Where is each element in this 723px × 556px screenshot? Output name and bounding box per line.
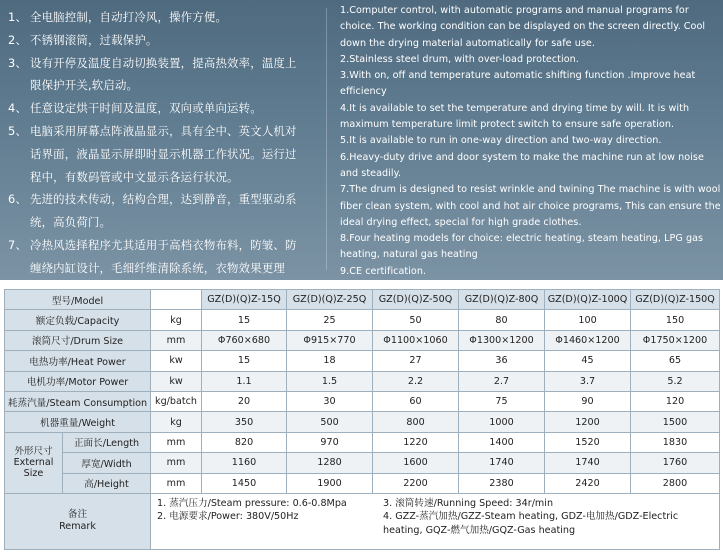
spec-value: Φ1750×1200 bbox=[631, 330, 720, 350]
spec-row bbox=[5, 371, 720, 391]
external-size-value: 2200 bbox=[373, 473, 459, 493]
spec-value: 18 bbox=[287, 351, 373, 371]
spec-label: 滚筒尺寸/Drum Size bbox=[5, 330, 151, 350]
external-size-row bbox=[5, 473, 720, 493]
external-size-value: 1740 bbox=[545, 453, 631, 473]
remark-note: 3. 滚筒转速/Running Speed: 34r/min bbox=[383, 497, 554, 509]
model-name: GZ(D)(Q)Z-50Q bbox=[373, 290, 459, 310]
feature-en-item: 5.It is available to run in one-way direction and two-way direction. bbox=[340, 135, 662, 147]
spec-value: 60 bbox=[373, 391, 459, 411]
model-name: GZ(D)(Q)Z-15Q bbox=[202, 290, 287, 310]
external-size-value: 1830 bbox=[631, 432, 720, 452]
model-header-row bbox=[5, 290, 720, 310]
external-size-unit: mm bbox=[151, 453, 202, 473]
spec-unit: kg bbox=[151, 310, 202, 330]
spec-value: 3.7 bbox=[545, 371, 631, 391]
external-size-value: 820 bbox=[202, 432, 287, 452]
feature-cn-item bbox=[8, 188, 308, 234]
spec-label: 耗蒸汽量/Steam Consumption bbox=[5, 391, 151, 411]
spec-value: 25 bbox=[287, 310, 373, 330]
spec-value: 500 bbox=[287, 412, 373, 432]
external-size-value: 1760 bbox=[631, 453, 720, 473]
remark-note: 4. GZZ-蒸汽加热/GZZ-Steam heating, GDZ-电加热/GDZ-Electric heating, GQZ-燃气加热/GQZ-Gas heating bbox=[383, 511, 679, 536]
spec-table bbox=[4, 289, 720, 550]
spec-value: 800 bbox=[373, 412, 459, 432]
spec-row bbox=[5, 330, 720, 350]
external-size-row bbox=[5, 453, 720, 473]
features-chinese bbox=[8, 6, 308, 280]
feature-cn-text: 冷热风选择程序尤其适用于高档衣物布料，防皱、防缠绕内缸设计，毛细纤维清除系统，衣物效果更理 bbox=[30, 237, 297, 275]
model-name: GZ(D)(Q)Z-25Q bbox=[287, 290, 373, 310]
spec-value: Φ1300×1200 bbox=[459, 330, 545, 350]
feature-cn-text: 任意设定烘干时间及温度，双向或单向运转。 bbox=[30, 101, 262, 116]
remark-label bbox=[5, 493, 151, 549]
feature-en-item: 8.Four heating models for choice: electric heating, steam heating, LPG gas heating, natural gas heating bbox=[340, 233, 704, 261]
feature-cn-number: 2、 bbox=[8, 32, 28, 47]
feature-cn-item bbox=[8, 234, 308, 280]
external-size-value: 1520 bbox=[545, 432, 631, 452]
feature-cn-text: 先进的技术传动，结构合理，达到静音，重型驱动系统，高负荷门。 bbox=[30, 192, 297, 230]
external-size-value: 970 bbox=[287, 432, 373, 452]
spec-value: 1000 bbox=[459, 412, 545, 432]
feature-cn-item bbox=[8, 120, 308, 188]
spec-value: 100 bbox=[545, 310, 631, 330]
remark-notes bbox=[151, 493, 720, 549]
spec-value: 2.7 bbox=[459, 371, 545, 391]
remark-notes-inner bbox=[157, 497, 713, 538]
remark-notes-left bbox=[157, 497, 383, 538]
spec-value: 150 bbox=[631, 310, 720, 330]
external-size-value: 1600 bbox=[373, 453, 459, 473]
spec-value: 80 bbox=[459, 310, 545, 330]
spec-value: 20 bbox=[202, 391, 287, 411]
feature-en-item: 2.Stainless steel drum, with over-load protection. bbox=[340, 53, 579, 65]
model-name: GZ(D)(Q)Z-80Q bbox=[459, 290, 545, 310]
spec-row bbox=[5, 412, 720, 432]
external-size-value: 1450 bbox=[202, 473, 287, 493]
feature-cn-number: 3、 bbox=[8, 55, 28, 70]
spec-value: 1.1 bbox=[202, 371, 287, 391]
feature-cn-text: 设有开停及温度自动切换装置，提高热效率，温度上限保护开关,软启动。 bbox=[30, 55, 297, 93]
external-size-unit: mm bbox=[151, 473, 202, 493]
spec-value: 350 bbox=[202, 412, 287, 432]
spec-value: 75 bbox=[459, 391, 545, 411]
spec-label: 电机功率/Motor Power bbox=[5, 371, 151, 391]
spec-value: Φ915×770 bbox=[287, 330, 373, 350]
remark-en: Remark bbox=[59, 521, 96, 533]
feature-en-item: 1.Computer control, with automatic programs and manual programs for choice. The working condition can be displayed on the screen directly. Cool down the drying material automatically for safe use. bbox=[340, 5, 706, 49]
spec-value: 1200 bbox=[545, 412, 631, 432]
spec-value: 50 bbox=[373, 310, 459, 330]
external-size-value: 1900 bbox=[287, 473, 373, 493]
feature-en-item: 9.CE certification. bbox=[340, 265, 427, 277]
feature-cn-number: 4、 bbox=[8, 101, 28, 116]
external-size-value: 1220 bbox=[373, 432, 459, 452]
feature-cn-item bbox=[8, 6, 308, 29]
feature-en-item: 3.With on, off and temperature automatic shifting function .Improve heat efficiency bbox=[340, 70, 696, 98]
unit-cell bbox=[151, 290, 202, 310]
features-english bbox=[340, 3, 723, 280]
model-name: GZ(D)(Q)Z-100Q bbox=[545, 290, 631, 310]
external-size-value: 1740 bbox=[459, 453, 545, 473]
external-size-value: 1280 bbox=[287, 453, 373, 473]
external-size-en: External Size bbox=[13, 457, 54, 480]
spec-value: 65 bbox=[631, 351, 720, 371]
external-size-value: 1400 bbox=[459, 432, 545, 452]
spec-value: 30 bbox=[287, 391, 373, 411]
feature-cn-item bbox=[8, 29, 308, 52]
feature-cn-number: 7、 bbox=[8, 237, 28, 252]
feature-cn-number: 5、 bbox=[8, 123, 28, 138]
feature-cn-item bbox=[8, 97, 308, 120]
spec-label: 额定负载/Capacity bbox=[5, 310, 151, 330]
spec-row bbox=[5, 351, 720, 371]
remark-cn: 备注 bbox=[67, 509, 88, 521]
spec-value: 27 bbox=[373, 351, 459, 371]
remark-note: 2. 电源要求/Power: 380V/50Hz bbox=[157, 511, 299, 523]
spec-value: Φ1100×1060 bbox=[373, 330, 459, 350]
spec-value: 5.2 bbox=[631, 371, 720, 391]
spec-unit: mm bbox=[151, 330, 202, 350]
spec-unit: kw bbox=[151, 351, 202, 371]
external-size-value: 2380 bbox=[459, 473, 545, 493]
spec-value: 1500 bbox=[631, 412, 720, 432]
external-size-value: 2800 bbox=[631, 473, 720, 493]
model-name: GZ(D)(Q)Z-150Q bbox=[631, 290, 720, 310]
spec-value: 2.2 bbox=[373, 371, 459, 391]
feature-cn-text: 电脑采用屏幕点阵液晶显示，具有全中、英文人机对话界面，液晶显示屏即时显示机器工作状况。运行过程中，有数码管或中文显示各运行状况。 bbox=[30, 123, 297, 184]
external-size-label bbox=[5, 432, 63, 493]
external-size-dimension: 正面长/Length bbox=[63, 432, 151, 452]
model-label: 型号/Model bbox=[5, 290, 151, 310]
spec-unit: kg bbox=[151, 412, 202, 432]
feature-cn-text: 不锈钢滚筒，过载保护。 bbox=[30, 32, 158, 47]
spec-value: 90 bbox=[545, 391, 631, 411]
spec-value: 15 bbox=[202, 310, 287, 330]
feature-en-item: 6.Heavy-duty drive and door system to make the machine run at low noise and steadily. bbox=[340, 151, 704, 179]
feature-cn-number: 6、 bbox=[8, 192, 28, 207]
spec-unit: kg/batch bbox=[151, 391, 202, 411]
remark-row bbox=[5, 493, 720, 549]
spec-label: 电热功率/Heat Power bbox=[5, 351, 151, 371]
spec-value: Φ1460×1200 bbox=[545, 330, 631, 350]
feature-cn-item bbox=[8, 52, 308, 98]
external-size-dimension: 厚宽/Width bbox=[63, 453, 151, 473]
external-size-unit: mm bbox=[151, 432, 202, 452]
feature-en-item: 7.The drum is designed to resist wrinkle and twining The machine is with wool fiber clean system, with cool and hot air choice programs, This can ensure the ideal drying effect, special for high grade clothes. bbox=[340, 184, 721, 228]
spec-value: 36 bbox=[459, 351, 545, 371]
remark-notes-right bbox=[383, 497, 713, 538]
external-size-row bbox=[5, 432, 720, 452]
external-size-value: 1160 bbox=[202, 453, 287, 473]
spec-label: 机器重量/Weight bbox=[5, 412, 151, 432]
spec-value: Φ760×680 bbox=[202, 330, 287, 350]
spec-value: 45 bbox=[545, 351, 631, 371]
column-divider bbox=[326, 8, 327, 270]
spec-value: 1.5 bbox=[287, 371, 373, 391]
spec-value: 15 bbox=[202, 351, 287, 371]
remark-note: 1. 蒸汽压力/Steam pressure: 0.6-0.8Mpa bbox=[157, 497, 347, 509]
external-size-dimension: 高/Height bbox=[63, 473, 151, 493]
feature-en-item: 4.It is available to set the temperature and drying time by will. It is with maximum temperature limit protect switch to ensure safe operation. bbox=[340, 102, 690, 131]
feature-cn-number: 1、 bbox=[8, 10, 28, 24]
feature-cn-text: 全电脑控制，自动打冷风，操作方便。 bbox=[30, 10, 228, 24]
spec-row bbox=[5, 391, 720, 411]
spec-row bbox=[5, 310, 720, 330]
external-size-value: 2420 bbox=[545, 473, 631, 493]
spec-value: 120 bbox=[631, 391, 720, 411]
external-size-cn: 外形尺寸 bbox=[14, 446, 53, 458]
spec-unit: kw bbox=[151, 371, 202, 391]
